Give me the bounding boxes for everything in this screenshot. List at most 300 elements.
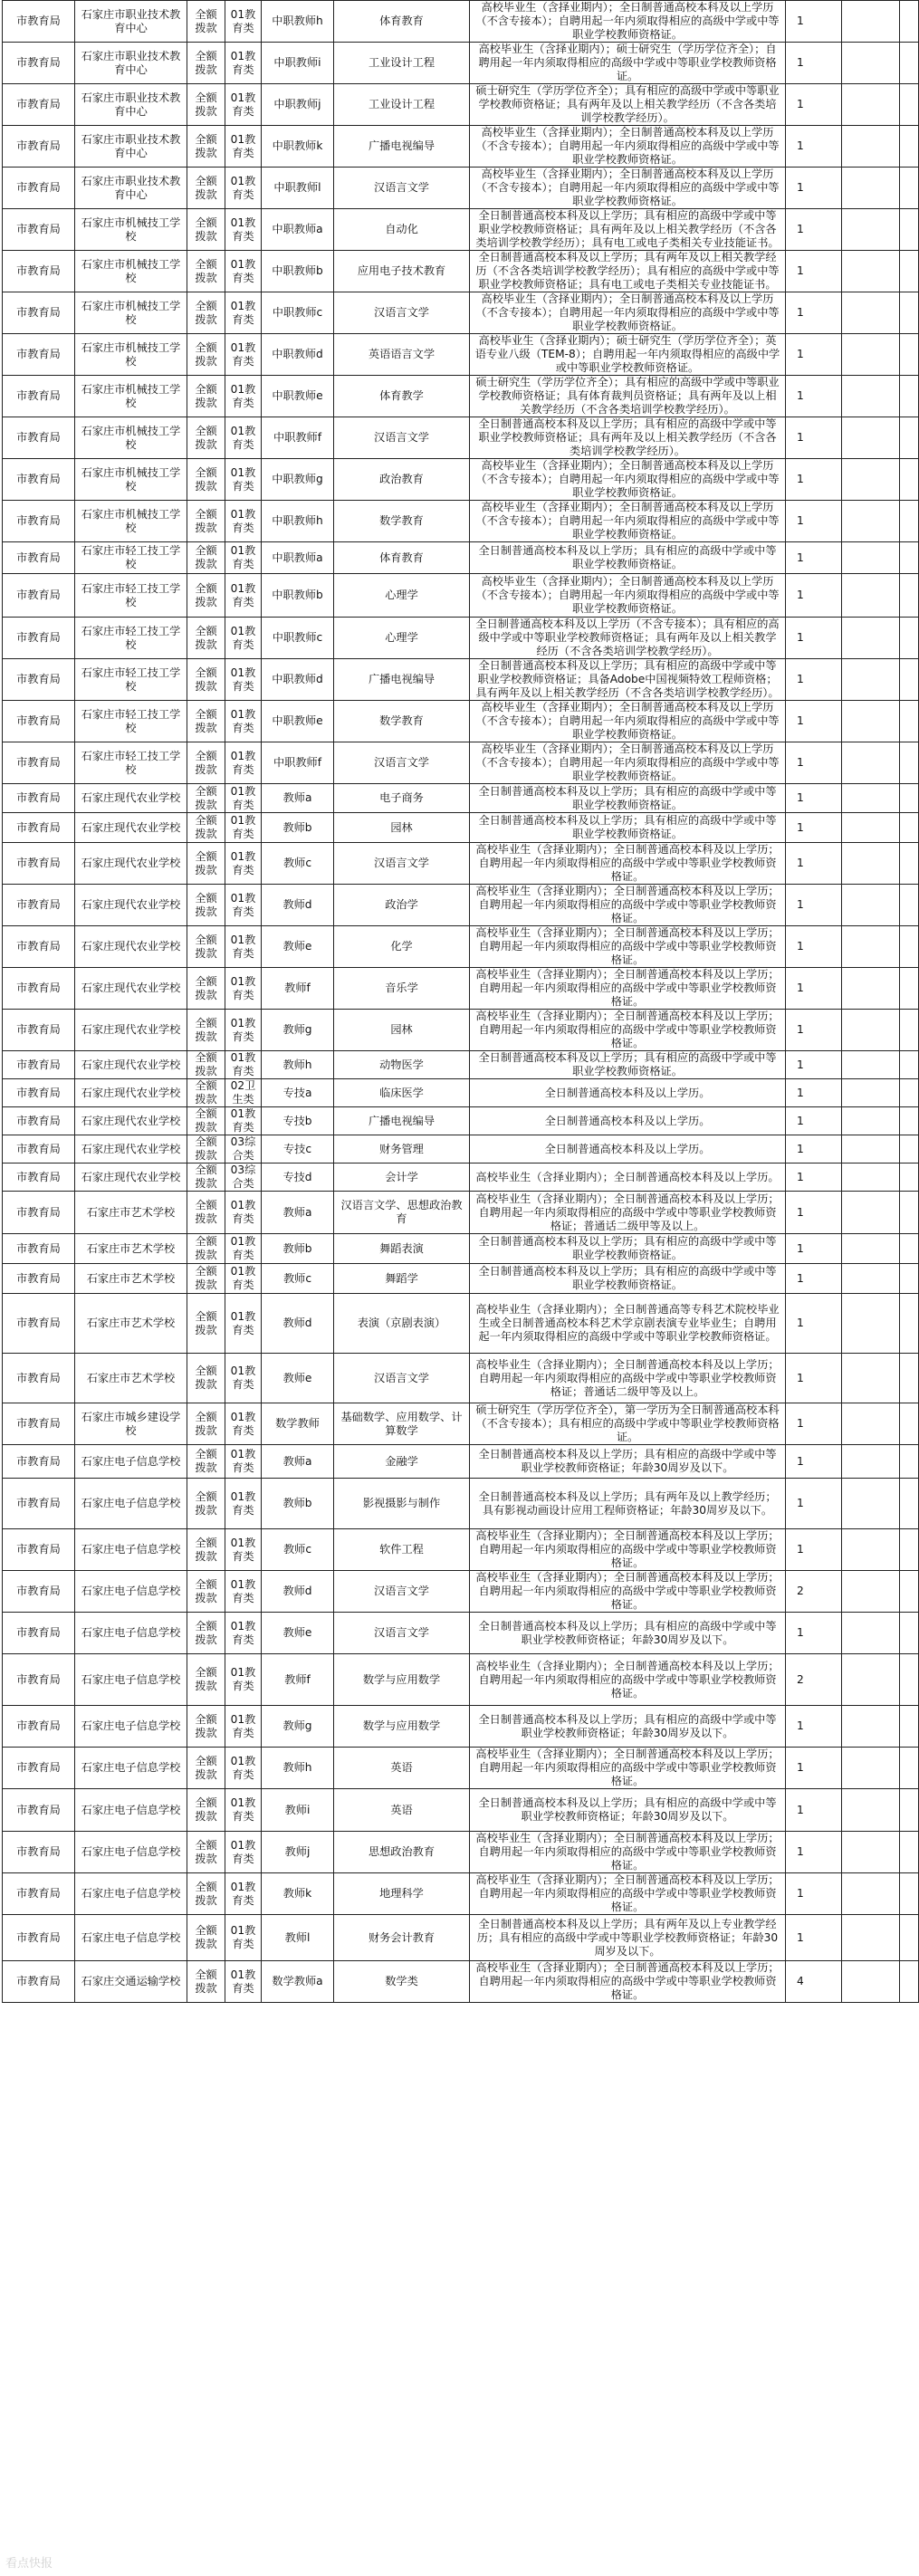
extra-cell [900,574,919,618]
department-cell: 市教育局 [3,1832,75,1873]
position-name-cell: 教师e [262,1354,334,1403]
table-row [3,1010,919,1051]
unit-name-cell: 石家庄市机械技工学校 [75,251,187,292]
extra-cell [900,1445,919,1479]
table-row [3,1135,919,1164]
major-cell: 政治学 [334,885,470,926]
funding-type-cell: 全额拨款 [187,501,225,542]
requirements-cell: 全日制普通高校本科及以上学历；具有相应的高级中学或中等职业学校教师资格证；年龄30周岁及以下。 [470,1445,786,1479]
headcount-cell: 1 [786,1706,842,1748]
major-cell: 数学教育 [334,701,470,742]
department-cell: 市教育局 [3,784,75,813]
major-cell: 心理学 [334,574,470,618]
headcount-cell: 1 [786,1,842,43]
table-row [3,1294,919,1354]
department-cell: 市教育局 [3,1,75,43]
major-cell: 汉语言文学、思想政治教育 [334,1192,470,1234]
position-name-cell: 中职教师d [262,659,334,701]
department-cell: 市教育局 [3,1354,75,1403]
major-cell: 汉语言文学 [334,292,470,334]
requirements-cell: 高校毕业生（含择业期内）；全日制普通高校本科及以上学历（不含专接本）；自聘用起一年内须取得相应的高级中学或中等职业学校教师资格证。 [470,501,786,542]
unit-name-cell: 石家庄现代农业学校 [75,1079,187,1107]
funding-type-cell: 全额拨款 [187,1571,225,1613]
position-name-cell: 中职教师a [262,542,334,574]
funding-type-cell: 全额拨款 [187,209,225,251]
funding-type-cell: 全额拨款 [187,1192,225,1234]
requirements-cell: 硕士研究生（学历学位齐全），第一学历为全日制普通高校本科（不含专接本）；具有相应的高级中学或中等职业学校教师资格证。 [470,1403,786,1445]
table-row [3,501,919,542]
category-cell: 03综合类 [225,1164,262,1192]
funding-type-cell: 全额拨款 [187,659,225,701]
department-cell: 市教育局 [3,701,75,742]
unit-name-cell: 石家庄现代农业学校 [75,1010,187,1051]
table-row [3,618,919,659]
extra-cell [900,1010,919,1051]
table-row [3,334,919,376]
headcount-cell: 1 [786,1479,842,1529]
table-row [3,1264,919,1294]
category-cell: 01教育类 [225,501,262,542]
position-name-cell: 专技d [262,1164,334,1192]
notes-cell [842,701,900,742]
funding-type-cell: 全额拨款 [187,1613,225,1654]
position-name-cell: 教师g [262,1010,334,1051]
requirements-cell: 高校毕业生（含择业期内）；全日制普通高校本科及以上学历；自聘用起一年内须取得相应的高级中学或中等职业学校教师资格证。 [470,843,786,885]
table-row [3,251,919,292]
position-name-cell: 专技b [262,1107,334,1135]
requirements-cell: 高校毕业生（含择业期内）；全日制普通高校本科及以上学历；自聘用起一年内须取得相应的高级中学或中等职业学校教师资格证；普通话二级甲等及以上。 [470,1192,786,1234]
funding-type-cell: 全额拨款 [187,1234,225,1264]
category-cell: 01教育类 [225,84,262,126]
position-name-cell: 教师b [262,1479,334,1529]
major-cell: 舞蹈表演 [334,1234,470,1264]
extra-cell [900,701,919,742]
headcount-cell: 1 [786,1264,842,1294]
unit-name-cell: 石家庄现代农业学校 [75,1164,187,1192]
unit-name-cell: 石家庄市轻工技工学校 [75,742,187,784]
requirements-cell: 全日制普通高校本科及以上学历。 [470,1135,786,1164]
headcount-cell: 1 [786,885,842,926]
headcount-cell: 1 [786,459,842,501]
funding-type-cell: 全额拨款 [187,1832,225,1873]
extra-cell [900,926,919,968]
position-name-cell: 中职教师e [262,701,334,742]
major-cell: 软件工程 [334,1529,470,1571]
requirements-cell: 全日制普通高校本科及以上学历；具有相应的高级中学或中等职业学校教师资格证。 [470,813,786,843]
notes-cell [842,1748,900,1789]
category-cell: 01教育类 [225,1748,262,1789]
requirements-cell: 高校毕业生（含择业期内）；全日制普通高校本科及以上学历（不含专接本）；自聘用起一年内须取得相应的高级中学或中等职业学校教师资格证。 [470,126,786,168]
position-name-cell: 教师c [262,1529,334,1571]
headcount-cell: 1 [786,334,842,376]
department-cell: 市教育局 [3,1654,75,1706]
position-name-cell: 教师g [262,1706,334,1748]
category-cell: 01教育类 [225,843,262,885]
department-cell: 市教育局 [3,209,75,251]
major-cell: 汉语言文学 [334,168,470,209]
funding-type-cell: 全额拨款 [187,574,225,618]
extra-cell [900,1192,919,1234]
extra-cell [900,1789,919,1832]
major-cell: 化学 [334,926,470,968]
requirements-cell: 全日制普通高校本科及以上学历；具有相应的高级中学或中等职业学校教师资格证。 [470,1051,786,1079]
table-row [3,1613,919,1654]
table-row [3,209,919,251]
extra-cell [900,126,919,168]
notes-cell [842,1051,900,1079]
requirements-cell: 全日制普通高校本科及以上学历（不含专接本）；具有相应的高级中学或中等职业学校教师资格证；具有两年及以上相关教学经历（不含各类培训学校教学经历）。 [470,618,786,659]
major-cell: 园林 [334,813,470,843]
notes-cell [842,334,900,376]
funding-type-cell: 全额拨款 [187,126,225,168]
requirements-cell: 硕士研究生（学历学位齐全）；具有相应的高级中学或中等职业学校教师资格证；具有体育裁判员资格证；具有两年及以上相关教学经历（不含各类培训学校教学经历）。 [470,376,786,417]
notes-cell [842,501,900,542]
category-cell: 01教育类 [225,1192,262,1234]
extra-cell [900,843,919,885]
headcount-cell: 1 [786,376,842,417]
unit-name-cell: 石家庄市机械技工学校 [75,376,187,417]
notes-cell [842,292,900,334]
department-cell: 市教育局 [3,126,75,168]
table-row [3,84,919,126]
position-name-cell: 中职教师h [262,1,334,43]
major-cell: 基础数学、应用数学、计算数学 [334,1403,470,1445]
headcount-cell: 1 [786,784,842,813]
headcount-cell: 1 [786,813,842,843]
funding-type-cell: 全额拨款 [187,784,225,813]
department-cell: 市教育局 [3,1748,75,1789]
extra-cell [900,1,919,43]
category-cell: 01教育类 [225,926,262,968]
unit-name-cell: 石家庄现代农业学校 [75,1135,187,1164]
headcount-cell: 1 [786,1164,842,1192]
table-row [3,1789,919,1832]
headcount-cell: 1 [786,43,842,84]
headcount-cell: 1 [786,501,842,542]
notes-cell [842,968,900,1010]
position-name-cell: 教师c [262,843,334,885]
position-name-cell: 教师b [262,813,334,843]
requirements-cell: 高校毕业生（含择业期内）；全日制普通高校本科及以上学历；自聘用起一年内须取得相应的高级中学或中等职业学校教师资格证。 [470,968,786,1010]
notes-cell [842,1079,900,1107]
extra-cell [900,1961,919,2003]
unit-name-cell: 石家庄市艺术学校 [75,1294,187,1354]
requirements-cell: 全日制普通高校本科及以上学历；具有相应的高级中学或中等职业学校教师资格证。 [470,1264,786,1294]
requirements-cell: 高校毕业生（含择业期内）；硕士研究生（学历学位齐全）；英语专业八级（TEM-8）；自聘用起一年内须取得相应的高级中学或中等职业学校教师资格证。 [470,334,786,376]
category-cell: 01教育类 [225,376,262,417]
category-cell: 01教育类 [225,417,262,459]
extra-cell [900,968,919,1010]
category-cell: 01教育类 [225,885,262,926]
position-name-cell: 教师k [262,1873,334,1915]
position-name-cell: 教师l [262,1915,334,1961]
headcount-cell: 1 [786,1079,842,1107]
notes-cell [842,618,900,659]
funding-type-cell: 全额拨款 [187,459,225,501]
notes-cell [842,843,900,885]
notes-cell [842,1613,900,1654]
position-name-cell: 中职教师a [262,209,334,251]
position-name-cell: 中职教师i [262,43,334,84]
department-cell: 市教育局 [3,1873,75,1915]
department-cell: 市教育局 [3,1571,75,1613]
department-cell: 市教育局 [3,968,75,1010]
major-cell: 财务管理 [334,1135,470,1164]
funding-type-cell: 全额拨款 [187,84,225,126]
unit-name-cell: 石家庄电子信息学校 [75,1748,187,1789]
notes-cell [842,376,900,417]
major-cell: 影视摄影与制作 [334,1479,470,1529]
position-name-cell: 教师c [262,1264,334,1294]
funding-type-cell: 全额拨款 [187,1164,225,1192]
category-cell: 01教育类 [225,459,262,501]
position-name-cell: 中职教师d [262,334,334,376]
headcount-cell: 1 [786,209,842,251]
major-cell: 汉语言文学 [334,1354,470,1403]
department-cell: 市教育局 [3,885,75,926]
category-cell: 01教育类 [225,1479,262,1529]
extra-cell [900,1164,919,1192]
unit-name-cell: 石家庄电子信息学校 [75,1706,187,1748]
unit-name-cell: 石家庄现代农业学校 [75,885,187,926]
funding-type-cell: 全额拨款 [187,542,225,574]
table-body [3,1,919,2003]
table-row [3,376,919,417]
table-row [3,885,919,926]
category-cell: 01教育类 [225,1654,262,1706]
notes-cell [842,126,900,168]
notes-cell [842,1445,900,1479]
requirements-cell: 全日制普通高校本科及以上学历；具有相应的高级中学或中等职业学校教师资格证；年龄30周岁及以下。 [470,1706,786,1748]
unit-name-cell: 石家庄市职业技术教育中心 [75,84,187,126]
table-row [3,542,919,574]
major-cell: 体育教育 [334,542,470,574]
position-name-cell: 数学教师a [262,1961,334,2003]
headcount-cell: 1 [786,168,842,209]
headcount-cell: 1 [786,1613,842,1654]
department-cell: 市教育局 [3,1010,75,1051]
requirements-cell: 高校毕业生（含择业期内）；硕士研究生（学历学位齐全）；自聘用起一年内须取得相应的高级中学或中等职业学校教师资格证。 [470,43,786,84]
position-name-cell: 中职教师b [262,251,334,292]
unit-name-cell: 石家庄市职业技术教育中心 [75,126,187,168]
funding-type-cell: 全额拨款 [187,813,225,843]
category-cell: 01教育类 [225,742,262,784]
requirements-cell: 全日制普通高校本科及以上学历；具有相应的高级中学或中等职业学校教师资格证；具备Adobe中国视频特效工程师资格；具有两年及以上相关教学经历（不含各类培训学校教学经历）。 [470,659,786,701]
major-cell: 英语 [334,1748,470,1789]
headcount-cell: 4 [786,1961,842,2003]
notes-cell [842,542,900,574]
unit-name-cell: 石家庄市城乡建设学校 [75,1403,187,1445]
department-cell: 市教育局 [3,43,75,84]
requirements-cell: 高校毕业生（含择业期内）；全日制普通高校本科及以上学历；自聘用起一年内须取得相应的高级中学或中等职业学校教师资格证。 [470,1873,786,1915]
table-row [3,1107,919,1135]
position-name-cell: 教师d [262,885,334,926]
headcount-cell: 1 [786,84,842,126]
department-cell: 市教育局 [3,168,75,209]
extra-cell [900,1079,919,1107]
extra-cell [900,1135,919,1164]
notes-cell [842,574,900,618]
extra-cell [900,1264,919,1294]
extra-cell [900,1294,919,1354]
department-cell: 市教育局 [3,1789,75,1832]
position-name-cell: 教师j [262,1832,334,1873]
funding-type-cell: 全额拨款 [187,251,225,292]
unit-name-cell: 石家庄电子信息学校 [75,1789,187,1832]
table-row [3,1234,919,1264]
unit-name-cell: 石家庄电子信息学校 [75,1915,187,1961]
funding-type-cell: 全额拨款 [187,1479,225,1529]
funding-type-cell: 全额拨款 [187,843,225,885]
position-name-cell: 中职教师c [262,292,334,334]
category-cell: 01教育类 [225,251,262,292]
unit-name-cell: 石家庄市轻工技工学校 [75,701,187,742]
major-cell: 体育教育 [334,1,470,43]
extra-cell [900,1107,919,1135]
funding-type-cell: 全额拨款 [187,1403,225,1445]
extra-cell [900,618,919,659]
category-cell: 01教育类 [225,1961,262,2003]
position-name-cell: 教师d [262,1571,334,1613]
notes-cell [842,1107,900,1135]
major-cell: 广播电视编导 [334,126,470,168]
notes-cell [842,1135,900,1164]
unit-name-cell: 石家庄现代农业学校 [75,968,187,1010]
funding-type-cell: 全额拨款 [187,292,225,334]
extra-cell [900,1234,919,1264]
requirements-cell: 全日制普通高校本科及以上学历；具有相应的高级中学或中等职业学校教师资格证；年龄30周岁及以下。 [470,1613,786,1654]
department-cell: 市教育局 [3,1294,75,1354]
notes-cell [842,885,900,926]
position-name-cell: 数学教师 [262,1403,334,1445]
category-cell: 01教育类 [225,126,262,168]
category-cell: 01教育类 [225,1613,262,1654]
department-cell: 市教育局 [3,659,75,701]
unit-name-cell: 石家庄电子信息学校 [75,1832,187,1873]
notes-cell [842,659,900,701]
headcount-cell: 1 [786,542,842,574]
position-name-cell: 中职教师e [262,376,334,417]
headcount-cell: 1 [786,126,842,168]
extra-cell [900,459,919,501]
requirements-cell: 高校毕业生（含择业期内）；全日制普通高校本科及以上学历（不含专接本）；自聘用起一年内须取得相应的高级中学或中等职业学校教师资格证。 [470,742,786,784]
unit-name-cell: 石家庄电子信息学校 [75,1445,187,1479]
headcount-cell: 2 [786,1571,842,1613]
requirements-cell: 全日制普通高校本科及以上学历；具有相应的高级中学或中等职业学校教师资格证。 [470,784,786,813]
department-cell: 市教育局 [3,1529,75,1571]
requirements-cell: 高校毕业生（含择业期内）；全日制普通高校本科及以上学历（不含专接本）；自聘用起一年内须取得相应的高级中学或中等职业学校教师资格证。 [470,168,786,209]
notes-cell [842,1789,900,1832]
requirements-cell: 高校毕业生（含择业期内）；全日制普通高校本科及以上学历；自聘用起一年内须取得相应的高级中学或中等职业学校教师资格证。 [470,1961,786,2003]
position-name-cell: 中职教师h [262,501,334,542]
notes-cell [842,84,900,126]
extra-cell [900,1706,919,1748]
notes-cell [842,1654,900,1706]
funding-type-cell: 全额拨款 [187,334,225,376]
notes-cell [842,1234,900,1264]
extra-cell [900,1613,919,1654]
funding-type-cell: 全额拨款 [187,1961,225,2003]
extra-cell [900,292,919,334]
funding-type-cell: 全额拨款 [187,701,225,742]
funding-type-cell: 全额拨款 [187,885,225,926]
headcount-cell: 1 [786,1403,842,1445]
extra-cell [900,885,919,926]
funding-type-cell: 全额拨款 [187,376,225,417]
funding-type-cell: 全额拨款 [187,1789,225,1832]
headcount-cell: 1 [786,1789,842,1832]
major-cell: 财务会计教育 [334,1915,470,1961]
position-name-cell: 教师f [262,1654,334,1706]
category-cell: 01教育类 [225,1571,262,1613]
funding-type-cell: 全额拨款 [187,168,225,209]
category-cell: 01教育类 [225,1832,262,1873]
category-cell: 01教育类 [225,1294,262,1354]
extra-cell [900,376,919,417]
headcount-cell: 1 [786,1135,842,1164]
table-row [3,292,919,334]
headcount-cell: 1 [786,574,842,618]
department-cell: 市教育局 [3,1479,75,1529]
position-name-cell: 中职教师b [262,574,334,618]
funding-type-cell: 全额拨款 [187,1654,225,1706]
table-row [3,1479,919,1529]
category-cell: 01教育类 [225,1873,262,1915]
funding-type-cell: 全额拨款 [187,1748,225,1789]
headcount-cell: 1 [786,742,842,784]
department-cell: 市教育局 [3,926,75,968]
department-cell: 市教育局 [3,1445,75,1479]
notes-cell [842,1,900,43]
headcount-cell: 1 [786,1234,842,1264]
extra-cell [900,334,919,376]
requirements-cell: 高校毕业生（含择业期内）；全日制普通高校本科及以上学历；自聘用起一年内须取得相应的高级中学或中等职业学校教师资格证。 [470,1654,786,1706]
department-cell: 市教育局 [3,1613,75,1654]
table-row [3,1051,919,1079]
notes-cell [842,1264,900,1294]
major-cell: 数学教育 [334,501,470,542]
unit-name-cell: 石家庄市轻工技工学校 [75,659,187,701]
notes-cell [842,1164,900,1192]
requirements-cell: 高校毕业生（含择业期内）；全日制普通高校本科及以上学历；自聘用起一年内须取得相应的高级中学或中等职业学校教师资格证。 [470,1832,786,1873]
extra-cell [900,84,919,126]
department-cell: 市教育局 [3,1706,75,1748]
category-cell: 01教育类 [225,1107,262,1135]
department-cell: 市教育局 [3,1264,75,1294]
category-cell: 01教育类 [225,209,262,251]
notes-cell [842,784,900,813]
major-cell: 汉语言文学 [334,417,470,459]
department-cell: 市教育局 [3,742,75,784]
position-name-cell: 教师a [262,1445,334,1479]
department-cell: 市教育局 [3,813,75,843]
major-cell: 汉语言文学 [334,1613,470,1654]
major-cell: 应用电子技术教育 [334,251,470,292]
funding-type-cell: 全额拨款 [187,1,225,43]
table-row [3,742,919,784]
category-cell: 01教育类 [225,1789,262,1832]
extra-cell [900,1654,919,1706]
major-cell: 表演（京剧表演） [334,1294,470,1354]
headcount-cell: 1 [786,659,842,701]
requirements-cell: 高校毕业生（含择业期内）；全日制普通高校本科及以上学历；自聘用起一年内须取得相应的高级中学或中等职业学校教师资格证。 [470,926,786,968]
extra-cell [900,1354,919,1403]
headcount-cell: 1 [786,1529,842,1571]
requirements-cell: 高校毕业生（含择业期内）；全日制普通高校本科及以上学历；自聘用起一年内须取得相应的高级中学或中等职业学校教师资格证。 [470,1010,786,1051]
headcount-cell: 1 [786,417,842,459]
funding-type-cell: 全额拨款 [187,1354,225,1403]
table-row [3,126,919,168]
